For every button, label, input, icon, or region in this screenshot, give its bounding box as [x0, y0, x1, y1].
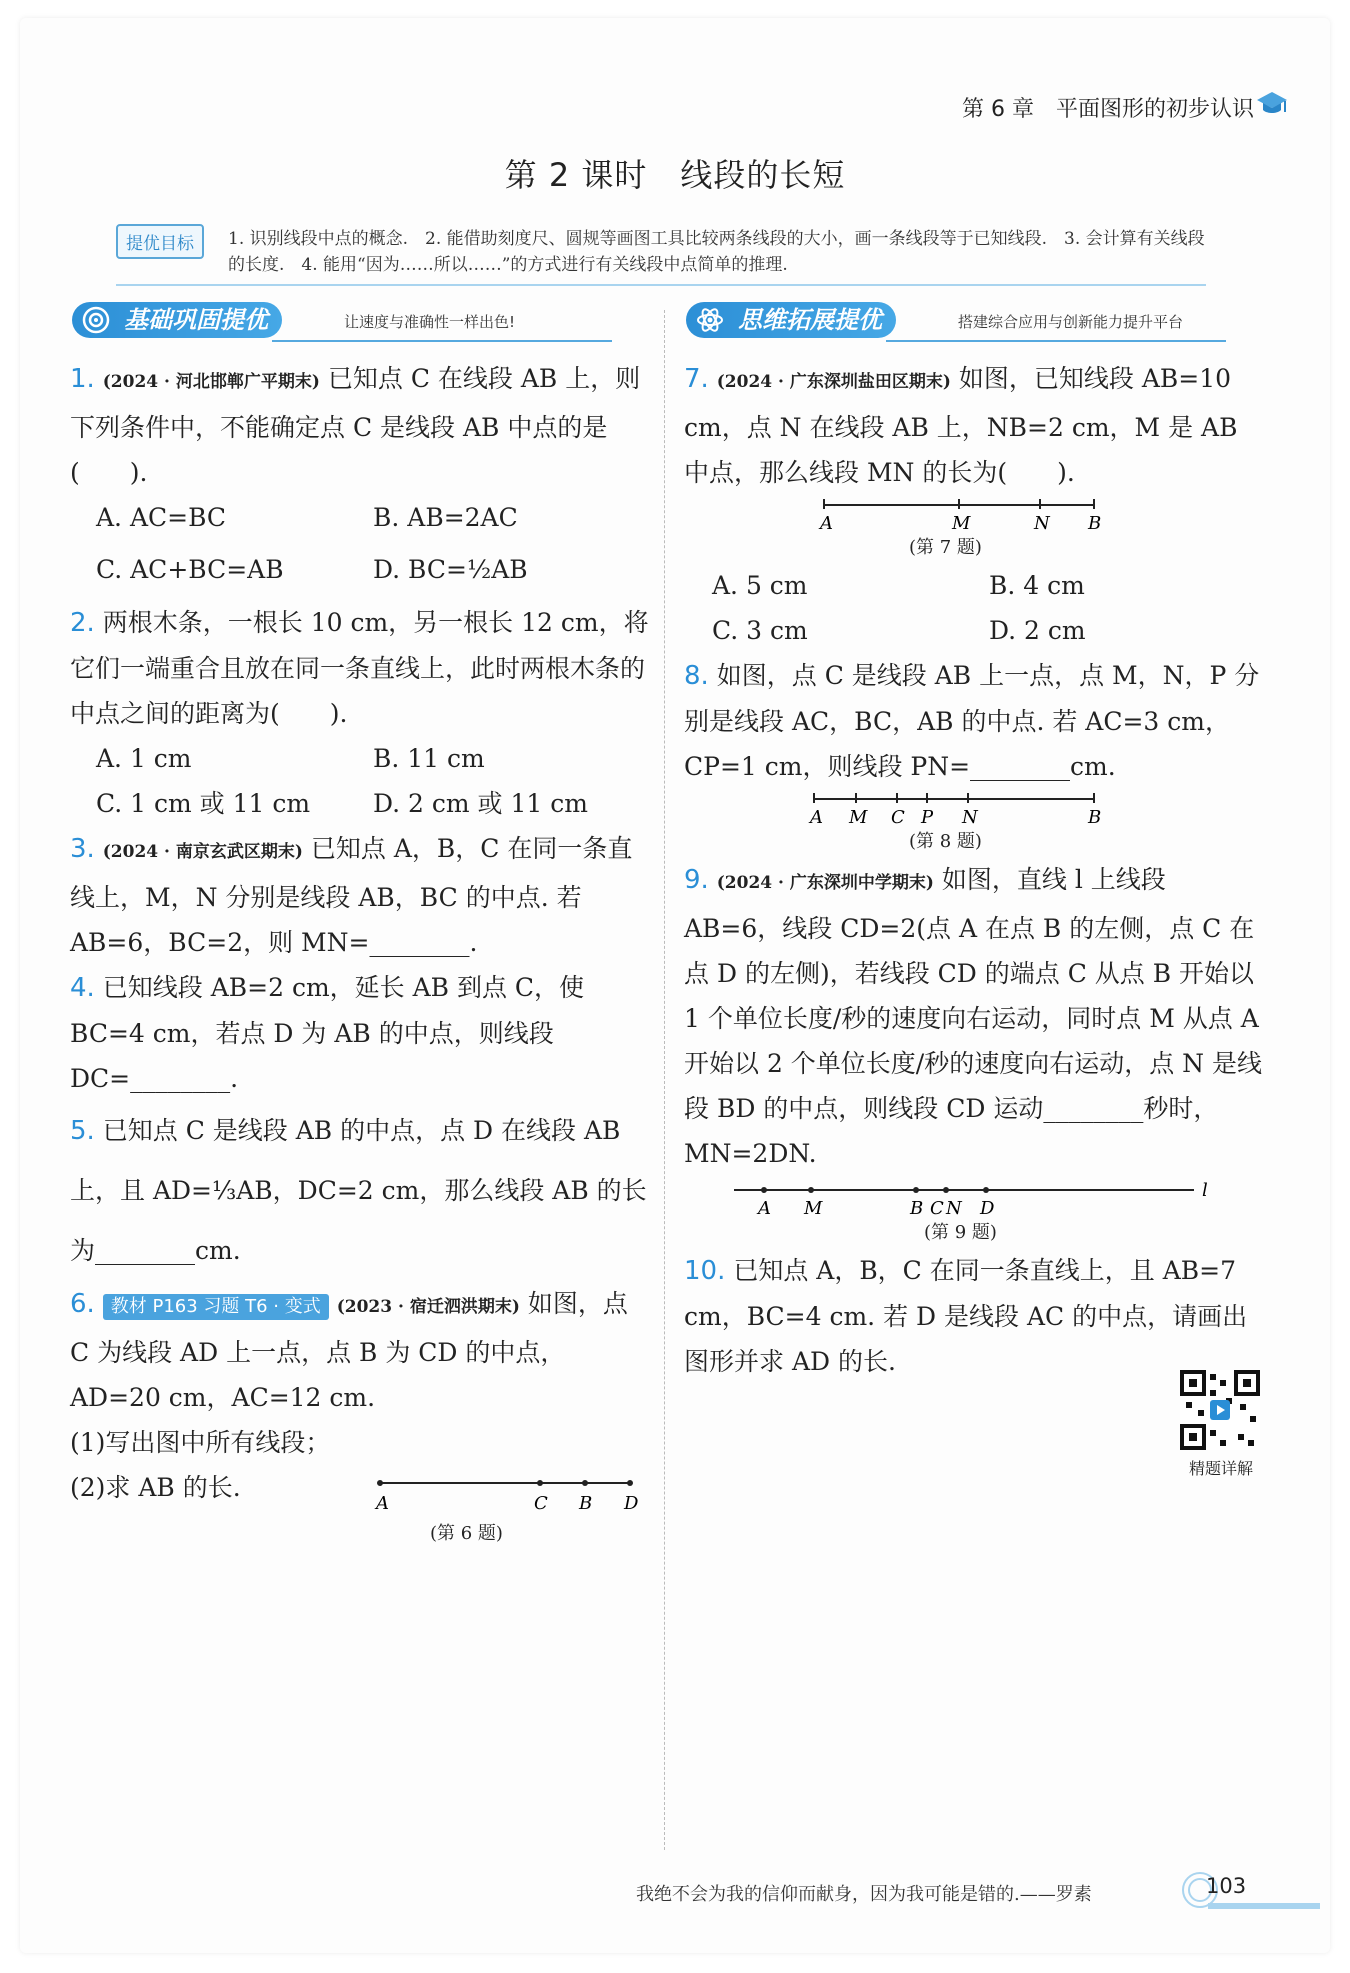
question-number: 10. — [684, 1256, 726, 1286]
question-4 — [70, 965, 650, 1101]
question-1 — [70, 356, 650, 600]
left-column — [70, 356, 650, 1555]
question-10 — [684, 1248, 1266, 1384]
question-number: 2. — [70, 608, 95, 638]
right-section-header — [686, 302, 1226, 342]
page-number: 103 — [1206, 1874, 1247, 1898]
option-a: A. 5 cm — [712, 571, 808, 600]
fig8-label-a: A — [810, 807, 823, 828]
fig9-label-d: D — [980, 1198, 995, 1219]
figure-8 — [804, 789, 1104, 829]
left-section-rule — [272, 340, 612, 342]
question-text: 已知点 A，B，C 在同一条直线上，M，N 分别是线段 AB，BC 的中点. 若 AB=6，BC=2，则 MN=________. — [70, 834, 633, 957]
goal-tag: 提优目标 — [116, 224, 204, 259]
fig6-label-c: C — [534, 1493, 548, 1514]
right-section-subtitle: 搭建综合应用与创新能力提升平台 — [958, 313, 1184, 331]
textbook-tag: 教材 P163 习题 T6 · 变式 — [103, 1294, 329, 1320]
question-source: (2024 · 河北邯郸广平期末) — [102, 372, 320, 392]
option-b: B. 11 cm — [373, 744, 485, 773]
fig7-label-b: B — [1088, 513, 1102, 534]
question-text: 已知点 A，B，C 在同一条直线上，且 AB=7 cm，BC=4 cm. 若 D 是线段 AC 的中点，请画出图形并求 AD 的长. — [684, 1256, 1248, 1376]
option-b: B. AB=2AC — [373, 503, 518, 532]
question-2 — [70, 600, 650, 826]
question-source: (2023 · 宿迁泗洪期末) — [336, 1297, 520, 1317]
question-text: 如图，点 C 是线段 AB 上一点，点 M，N，P 分别是线段 AC，BC，AB 的中点. 若 AC=3 cm，CP=1 cm，则线段 PN=________cm. — [684, 661, 1260, 781]
right-column — [684, 356, 1266, 1384]
lesson-title: 第 2 课时 线段的长短 — [504, 156, 846, 194]
column-divider — [664, 310, 665, 1850]
fig7-label-n: N — [1034, 513, 1050, 534]
left-section-subtitle: 让速度与准确性一样出色! — [344, 313, 516, 331]
figure-6-caption: (第 6 题) — [430, 1523, 503, 1544]
fig8-label-m: M — [849, 807, 868, 828]
left-section-badge — [72, 302, 282, 338]
question-part-2: (2)求 AB 的长. — [70, 1473, 241, 1502]
question-text: 如图，直线 l 上线段 AB=6，线段 CD=2(点 A 在点 B 的左侧，点 C 在点 D 的左侧)，若线段 CD 的端点 C 从点 B 开始以 1 个单位长度/秒的速度向右运动，同时点 M 从点 A 开始以 2 个单位长度/秒的速度向右运动，点 N 是线段 BD 的中点，则线段 CD 运动________秒时，MN=2DN. — [684, 865, 1262, 1168]
question-number: 9. — [684, 865, 709, 895]
fig9-label-c: C — [930, 1198, 944, 1219]
figure-7-caption: (第 7 题) — [909, 537, 982, 558]
option-d: D. 2 cm 或 11 cm — [373, 789, 588, 818]
question-3 — [70, 826, 650, 965]
fig8-label-p: P — [921, 807, 934, 828]
option-b: B. 4 cm — [989, 571, 1085, 600]
question-part-1: (1)写出图中所有线段； — [70, 1428, 331, 1457]
qr-code-icon[interactable] — [1180, 1370, 1260, 1450]
options — [70, 736, 650, 826]
question-6 — [70, 1281, 650, 1555]
qr-label: 精题详解 — [1188, 1459, 1253, 1478]
left-section-header — [72, 302, 612, 342]
option-a: A. AC=BC — [96, 503, 227, 532]
left-section-title: 基础巩固提优 — [124, 306, 268, 334]
question-number: 8. — [684, 661, 709, 691]
right-section-badge — [686, 302, 896, 338]
chapter-heading: 第 6 章 平面图形的初步认识 — [962, 97, 1254, 122]
option-d: D. 2 cm — [989, 616, 1086, 645]
question-source: (2024 · 广东深圳盐田区期末) — [716, 372, 951, 392]
fig9-label-m: M — [804, 1198, 823, 1219]
question-number: 6. — [70, 1289, 95, 1319]
target-icon — [82, 306, 110, 334]
question-8 — [684, 653, 1266, 857]
question-source: (2024 · 广东深圳中学期末) — [716, 873, 934, 893]
question-text: 两根木条，一根长 10 cm，另一根长 12 cm，将它们一端重合且放在同一条直线上，此时两根木条的中点之间的距离为( ). — [70, 608, 649, 728]
option-a: A. 1 cm — [96, 744, 192, 773]
figure-6 — [370, 1475, 640, 1515]
option-c: C. 1 cm 或 11 cm — [96, 789, 311, 818]
question-text: 已知线段 AB=2 cm，延长 AB 到点 C，使 BC=4 cm，若点 D 为 AB 的中点，则线段 DC=________. — [70, 973, 585, 1093]
question-number: 1. — [70, 364, 95, 394]
right-section-title: 思维拓展提优 — [738, 306, 882, 334]
footer-bar — [1208, 1903, 1320, 1909]
option-d: D. BC=½AB — [373, 555, 528, 584]
fig6-label-a: A — [376, 1493, 389, 1514]
figure-8-caption: (第 8 题) — [909, 831, 982, 852]
options — [70, 495, 650, 600]
fig9-label-b: B — [910, 1198, 924, 1219]
fig9-label-l: l — [1202, 1180, 1208, 1201]
question-text: 如图，已知线段 AB=10 cm，点 N 在线段 AB 上，NB=2 cm，M 是 AB 中点，那么线段 MN 的长为( ). — [684, 364, 1238, 487]
question-number: 4. — [70, 973, 95, 1003]
question-number: 7. — [684, 364, 709, 394]
option-c: C. AC+BC=AB — [96, 555, 284, 584]
question-text: 已知点 C 在线段 AB 上，则下列条件中，不能确定点 C 是线段 AB 中点的是( ). — [70, 364, 641, 487]
question-7 — [684, 356, 1266, 653]
fig6-label-d: D — [624, 1493, 639, 1514]
atom-icon — [696, 306, 724, 334]
footer-quote: 我绝不会为我的信仰而献身，因为我可能是错的.——罗素 — [636, 1884, 1092, 1905]
option-c: C. 3 cm — [712, 616, 808, 645]
options — [684, 563, 1266, 653]
fig9-label-a: A — [758, 1198, 771, 1219]
question-text: 如图，点 C 为线段 AD 上一点，点 B 为 CD 的中点，AD=20 cm，AC=12 cm. — [70, 1289, 628, 1412]
question-9 — [684, 857, 1266, 1248]
goal-box — [116, 220, 1214, 282]
goal-divider — [116, 284, 1206, 286]
graduation-cap-icon — [1256, 90, 1288, 118]
right-section-rule — [886, 340, 1226, 342]
fig7-label-a: A — [820, 513, 833, 534]
question-5 — [70, 1101, 650, 1281]
question-source: (2024 · 南京玄武区期末) — [102, 842, 303, 862]
figure-7 — [814, 495, 1104, 535]
fig7-label-m: M — [952, 513, 971, 534]
fig6-label-b: B — [579, 1493, 593, 1514]
figure-9-caption: (第 9 题) — [924, 1222, 997, 1243]
question-text: 已知点 C 是线段 AB 的中点，点 D 在线段 AB 上，且 AD=⅓AB，DC=2 cm，那么线段 AB 的长为________cm. — [70, 1116, 647, 1265]
fig9-label-n: N — [946, 1198, 962, 1219]
question-number: 5. — [70, 1116, 95, 1146]
question-number: 3. — [70, 834, 95, 864]
figure-9 — [724, 1180, 1224, 1220]
fig8-label-n: N — [962, 807, 978, 828]
goal-text: 1. 识别线段中点的概念. 2. 能借助刻度尺、圆规等画图工具比较两条线段的大小，画一条线段等于已知线段. 3. 会计算有关线段的长度. 4. 能用“因为……所以……”的方式进行有关线段中点简单的推理. — [228, 229, 1205, 275]
fig8-label-b: B — [1088, 807, 1102, 828]
fig8-label-c: C — [891, 807, 905, 828]
